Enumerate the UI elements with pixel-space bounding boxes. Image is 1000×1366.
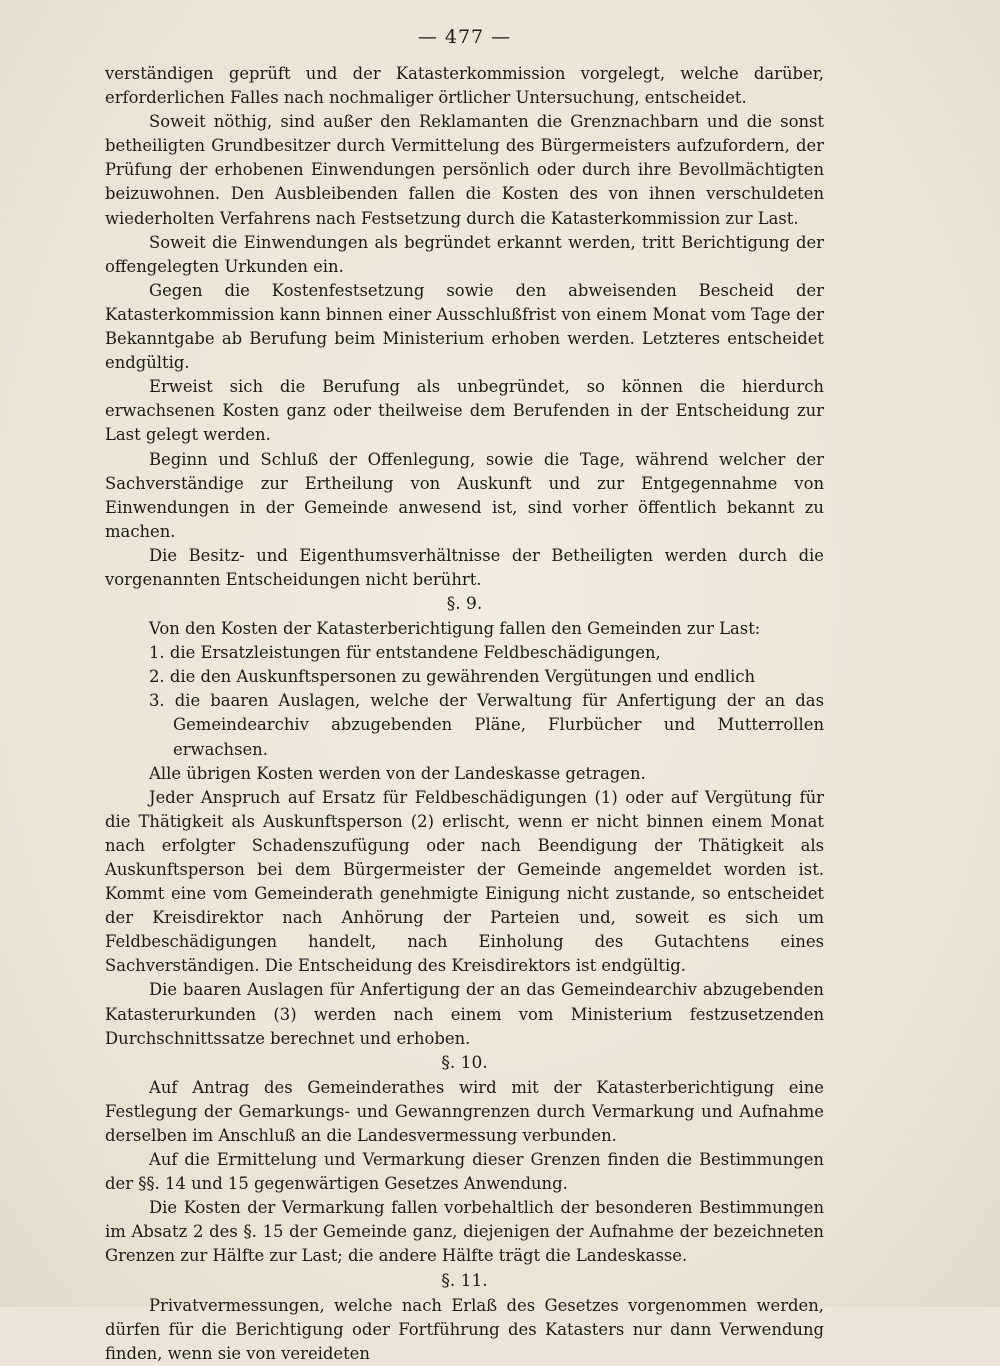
list-item: 1. die Ersatzleistungen für entstandene Feldbeschädigungen, bbox=[149, 643, 661, 663]
section-heading: §. 10. bbox=[441, 1052, 488, 1073]
paragraph: Von den Kosten der Katasterberichtigung fallen den Gemeinden zur Last: bbox=[149, 619, 761, 639]
paragraph: verständigen geprüft und der Katasterkommission vorgelegt, welche darüber, erforderlichen Falles nach nochmaliger örtlicher Untersuchung, entscheidet. bbox=[105, 64, 824, 108]
section-heading: §. 11. bbox=[441, 1270, 488, 1291]
paragraph: Alle übrigen Kosten werden von der Landeskasse getragen. bbox=[149, 763, 646, 783]
paragraph: Gegen die Kostenfestsetzung sowie den abweisenden Bescheid der Katasterkommission kann binnen einer Ausschlußfrist von einem Monat vom Tage der Bekanntgabe ab Berufung beim Ministerium erhoben werden. Letzteres entscheidet endgültig. bbox=[105, 280, 824, 373]
paragraph: Soweit nöthig, sind außer den Reklamanten die Grenznachbarn und die sonst betheiligten Grundbesitzer durch Vermittelung des Bürgermeisters aufzufordern, der Prüfung der erhobenen Einwendungen persönlich oder durch ihre Bevollmächtigten beizuwohnen. Den Ausbleibenden fallen die Kosten des von ihnen verschuldeten wiederholten Verfahrens nach Festsetzung durch die Katasterkommission zur Last. bbox=[105, 112, 824, 228]
paragraph: Jeder Anspruch auf Ersatz für Feldbeschädigungen (1) oder auf Vergütung für die Thätigkeit als Auskunftsperson (2) erlischt, wenn er nicht binnen einem Monat nach erfolgter Schadenszufügung oder nach Beendigung der Thätigkeit als Auskunftsperson bei dem Bürgermeister der Gemeinde angemeldet worden ist. Kommt eine vom Gemeinderath genehmigte Einigung nicht zustande, so entscheidet der Kreisdirektor nach Anhörung der Parteien und, soweit es sich um Feldbeschädigungen handelt, nach Einholung des Gutachtens eines Sachverständigen. Die Entscheidung des Kreisdirektors ist endgültig. bbox=[105, 787, 824, 976]
paragraph: Erweist sich die Berufung als unbegründet, so können die hierdurch erwachsenen Kosten ganz oder theilweise dem Berufenden in der Entscheidung zur Last gelegt werden. bbox=[105, 377, 824, 445]
page-number: — 477 — bbox=[417, 26, 512, 48]
paragraph: Die baaren Auslagen für Anfertigung der an das Gemeindearchiv abzugebenden Katasterurkunden (3) werden nach einem vom Ministerium festzusetzenden Durchschnittssatze berechnet und erhoben. bbox=[105, 980, 824, 1048]
page-body bbox=[105, 62, 824, 1366]
section-heading: §. 9. bbox=[446, 594, 483, 615]
paragraph: Privatvermessungen, welche nach Erlaß des Gesetzes vorgenommen werden, dürfen für die Berichtigung oder Fortführung des Katasters nur dann Verwendung finden, wenn sie von vereideten bbox=[105, 1295, 824, 1363]
paragraph: Die Besitz- und Eigenthumsverhältnisse der Betheiligten werden durch die vorgenannten Entscheidungen nicht berührt. bbox=[105, 545, 824, 589]
paragraph: Die Kosten der Vermarkung fallen vorbehaltlich der besonderen Bestimmungen im Absatz 2 des §. 15 der Gemeinde ganz, diejenigen der Aufnahme der bezeichneten Grenzen zur Hälfte zur Last; die andere Hälfte trägt die Landeskasse. bbox=[105, 1198, 824, 1266]
paragraph: Auf Antrag des Gemeinderathes wird mit der Katasterberichtigung eine Festlegung der Gemarkungs- und Gewanngrenzen durch Vermarkung und Aufnahme derselben im Anschluß an die Landesvermessung verbunden. bbox=[105, 1077, 824, 1145]
list-item: 2. die den Auskunftspersonen zu gewährenden Vergütungen und endlich bbox=[149, 667, 756, 687]
list-item: 3. die baaren Auslagen, welche der Verwaltung für Anfertigung der an das Gemeindearchiv abzugebenden Pläne, Flurbücher und Mutterrollen erwachsen. bbox=[149, 691, 824, 759]
paragraph: Soweit die Einwendungen als begründet erkannt werden, tritt Berichtigung der offengelegten Urkunden ein. bbox=[105, 232, 824, 276]
paragraph: Auf die Ermittelung und Vermarkung dieser Grenzen finden die Bestimmungen der §§. 14 und 15 gegenwärtigen Gesetzes Anwendung. bbox=[105, 1150, 824, 1194]
paragraph: Beginn und Schluß der Offenlegung, sowie die Tage, während welcher der Sachverständige zur Ertheilung von Auskunft und zur Entgegennahme von Einwendungen in der Gemeinde anwesend ist, sind vorher öffentlich bekannt zu machen. bbox=[105, 449, 824, 541]
